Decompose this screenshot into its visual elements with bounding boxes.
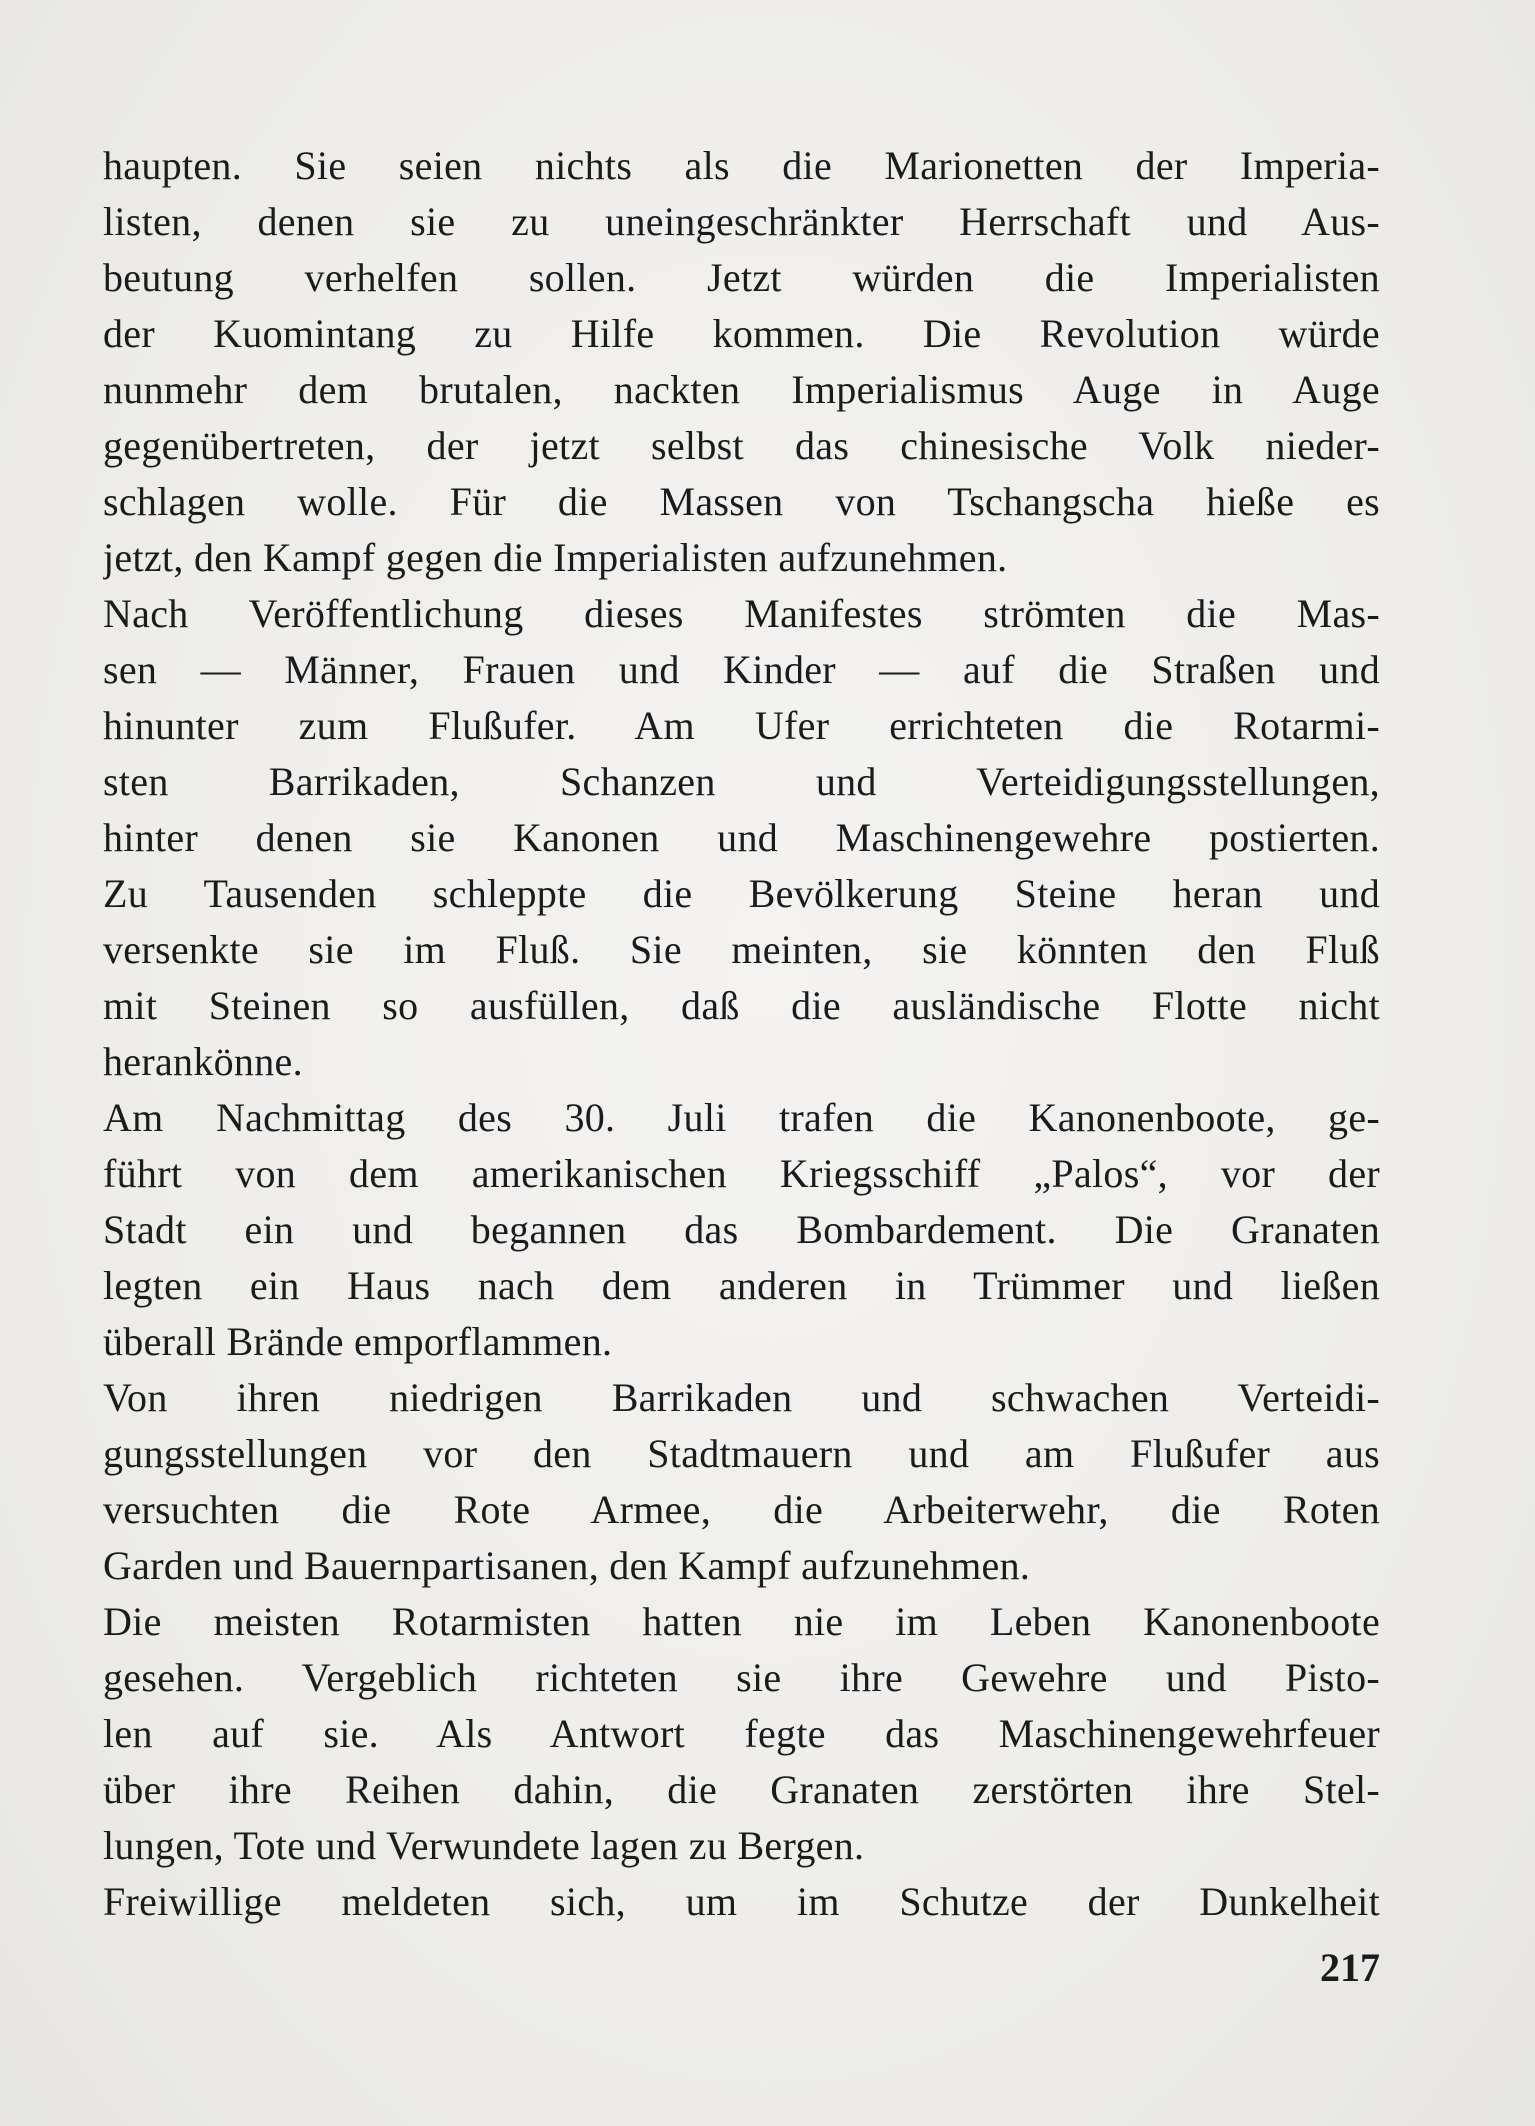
text-line: versenkte sie im Fluß. Sie meinten, sie könnten den Fluß bbox=[103, 927, 1380, 972]
text-line: versuchten die Rote Armee, die Arbeiterwehr, die Roten bbox=[103, 1487, 1380, 1532]
page-number: 217 bbox=[1320, 1945, 1380, 1990]
text-line: schlagen wolle. Für die Massen von Tschangscha hieße es bbox=[103, 479, 1380, 524]
text-line: haupten. Sie seien nichts als die Marionetten der Imperia- bbox=[103, 143, 1380, 188]
text-line: mit Steinen so ausfüllen, daß die ausländische Flotte nicht bbox=[103, 983, 1380, 1028]
text-line: Von ihren niedrigen Barrikaden und schwachen Verteidi- bbox=[103, 1375, 1380, 1420]
text-line: hinter denen sie Kanonen und Maschinengewehre postierten. bbox=[103, 815, 1380, 860]
text-line: über ihre Reihen dahin, die Granaten zerstörten ihre Stel- bbox=[103, 1767, 1380, 1812]
text-line: nunmehr dem brutalen, nackten Imperialismus Auge in Auge bbox=[103, 367, 1380, 412]
text-line: sten Barrikaden, Schanzen und Verteidigungsstellungen, bbox=[103, 759, 1380, 804]
text-line: lungen, Tote und Verwundete lagen zu Bergen. bbox=[103, 1823, 865, 1868]
text-line: Garden und Bauernpartisanen, den Kampf aufzunehmen. bbox=[103, 1543, 1031, 1588]
text-line: legten ein Haus nach dem anderen in Trümmer und ließen bbox=[103, 1263, 1380, 1308]
text-line: Die meisten Rotarmisten hatten nie im Leben Kanonenboote bbox=[103, 1599, 1380, 1644]
text-line: Nach Veröffentlichung dieses Manifestes strömten die Mas- bbox=[103, 591, 1380, 636]
text-line: beutung verhelfen sollen. Jetzt würden die Imperialisten bbox=[103, 255, 1380, 300]
text-line: führt von dem amerikanischen Kriegsschiff „Palos“, vor der bbox=[103, 1151, 1380, 1196]
text-line: hinunter zum Flußufer. Am Ufer errichteten die Rotarmi- bbox=[103, 703, 1380, 748]
text-line: jetzt, den Kampf gegen die Imperialisten aufzunehmen. bbox=[103, 535, 1008, 580]
text-line: listen, denen sie zu uneingeschränkter Herrschaft und Aus- bbox=[103, 199, 1380, 244]
text-line: gesehen. Vergeblich richteten sie ihre Gewehre und Pisto- bbox=[103, 1655, 1380, 1700]
text-line: Zu Tausenden schleppte die Bevölkerung Steine heran und bbox=[103, 871, 1380, 916]
text-line: gegenübertreten, der jetzt selbst das chinesische Volk nieder- bbox=[103, 423, 1380, 468]
text-line: herankönne. bbox=[103, 1039, 303, 1084]
text-line: überall Brände emporflammen. bbox=[103, 1319, 613, 1364]
text-line: gungsstellungen vor den Stadtmauern und am Flußufer aus bbox=[103, 1431, 1380, 1476]
text-line: sen — Männer, Frauen und Kinder — auf die Straßen und bbox=[103, 647, 1380, 692]
text-line: len auf sie. Als Antwort fegte das Maschinengewehrfeuer bbox=[103, 1711, 1380, 1756]
body-text bbox=[103, 138, 1380, 1930]
text-line: Am Nachmittag des 30. Juli trafen die Kanonenboote, ge- bbox=[103, 1095, 1380, 1140]
text-line: Stadt ein und begannen das Bombardement. Die Granaten bbox=[103, 1207, 1380, 1252]
text-line: Freiwillige meldeten sich, um im Schutze der Dunkelheit bbox=[103, 1879, 1380, 1924]
text-line: der Kuomintang zu Hilfe kommen. Die Revolution würde bbox=[103, 311, 1380, 356]
